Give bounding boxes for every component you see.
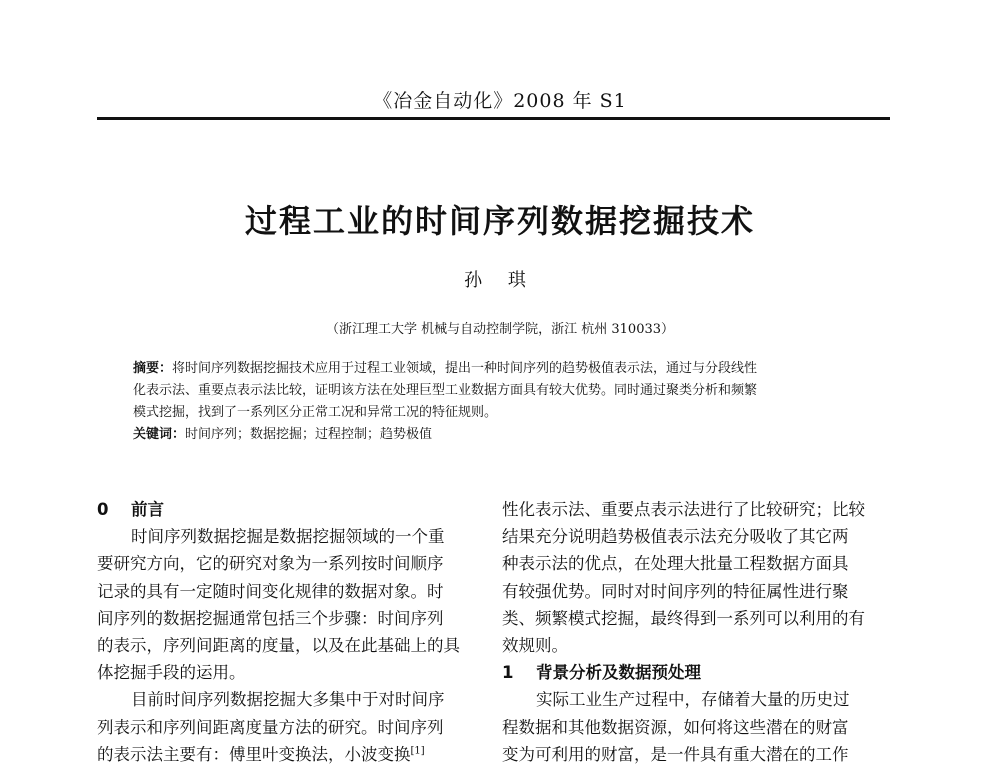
journal-header: 《冶金自动化》2008 年 S1 xyxy=(373,90,627,112)
left-column xyxy=(97,496,485,768)
author-affiliation: （浙江理工大学 机械与自动控制学院，浙江 杭州 310033） xyxy=(325,322,675,337)
keywords-label: 关键词： xyxy=(133,427,186,442)
body-line xyxy=(97,741,485,768)
body-line: 效规则。 xyxy=(502,635,568,655)
header-rule xyxy=(97,117,890,120)
body-line: 记录的具有一定随时间变化规律的数据对象。时 xyxy=(97,581,444,601)
body-line: 类、频繁模式挖掘，最终得到一系列可以利用的有 xyxy=(502,608,865,628)
abstract-label: 摘要： xyxy=(133,361,173,376)
body-line: 实际工业生产过程中，存储着大量的历史过 xyxy=(536,690,850,710)
paper-title: 过程工业的时间序列数据挖掘技术 xyxy=(244,202,755,240)
abstract-line: 化表示法、重要点表示法比较，证明该方法在处理巨型工业数据方面具有较大优势。同时通过聚类分析和频繁 xyxy=(133,383,758,398)
keywords-line xyxy=(133,424,861,446)
abstract-line xyxy=(133,358,861,380)
section-heading xyxy=(97,496,485,523)
section-heading xyxy=(502,659,890,686)
body-line: 种表示法的优点，在处理大批量工程数据方面具 xyxy=(502,554,849,574)
body-line: 性化表示法、重要点表示法进行了比较研究；比较 xyxy=(502,500,865,519)
body-line: 程数据和其他数据资源，如何将这些潜在的财富 xyxy=(502,717,849,737)
body-text: 的表示法主要有：傅里叶变换法，小波变换 xyxy=(97,744,411,764)
section-title: 背景分析及数据预处理 xyxy=(536,663,701,683)
abstract-block xyxy=(133,358,861,446)
abstract-text: 将时间序列数据挖掘技术应用于过程工业领域，提出一种时间序列的趋势极值表示法，通过与分段线性 xyxy=(172,361,758,376)
section-title: 前言 xyxy=(131,500,164,519)
body-line: 结果充分说明趋势极值表示法充分吸收了其它两 xyxy=(502,527,849,547)
keywords-text: 时间序列；数据挖掘；过程控制；趋势极值 xyxy=(185,427,433,442)
body-line: 有较强优势。同时对时间序列的特征属性进行聚 xyxy=(502,581,849,601)
right-column xyxy=(502,496,890,768)
body-line: 要研究方向，它的研究对象为一系列按时间顺序 xyxy=(97,554,444,574)
abstract-line: 模式挖掘，找到了一系列区分正常工况和异常工况的特征规则。 xyxy=(133,405,498,420)
reference-marker[interactable]: [1] xyxy=(410,745,425,757)
body-line: 时间序列数据挖掘是数据挖掘领域的一个重 xyxy=(131,527,445,547)
body-line: 目前时间序列数据挖掘大多集中于对时间序 xyxy=(131,690,445,710)
section-number: 0 xyxy=(97,500,109,519)
body-line: 列表示和序列间距离度量方法的研究。时间序列 xyxy=(97,717,444,737)
body-line: 的表示，序列间距离的度量，以及在此基础上的具 xyxy=(97,635,460,655)
body-line: 变为可利用的财富，是一件具有重大潜在的工作 xyxy=(502,744,849,764)
body-line: 间序列的数据挖掘通常包括三个步骤：时间序列 xyxy=(97,608,444,628)
body-line: 体挖掘手段的运用。 xyxy=(97,663,246,683)
author-name: 孙 琪 xyxy=(464,270,536,291)
section-number: 1 xyxy=(502,663,514,683)
